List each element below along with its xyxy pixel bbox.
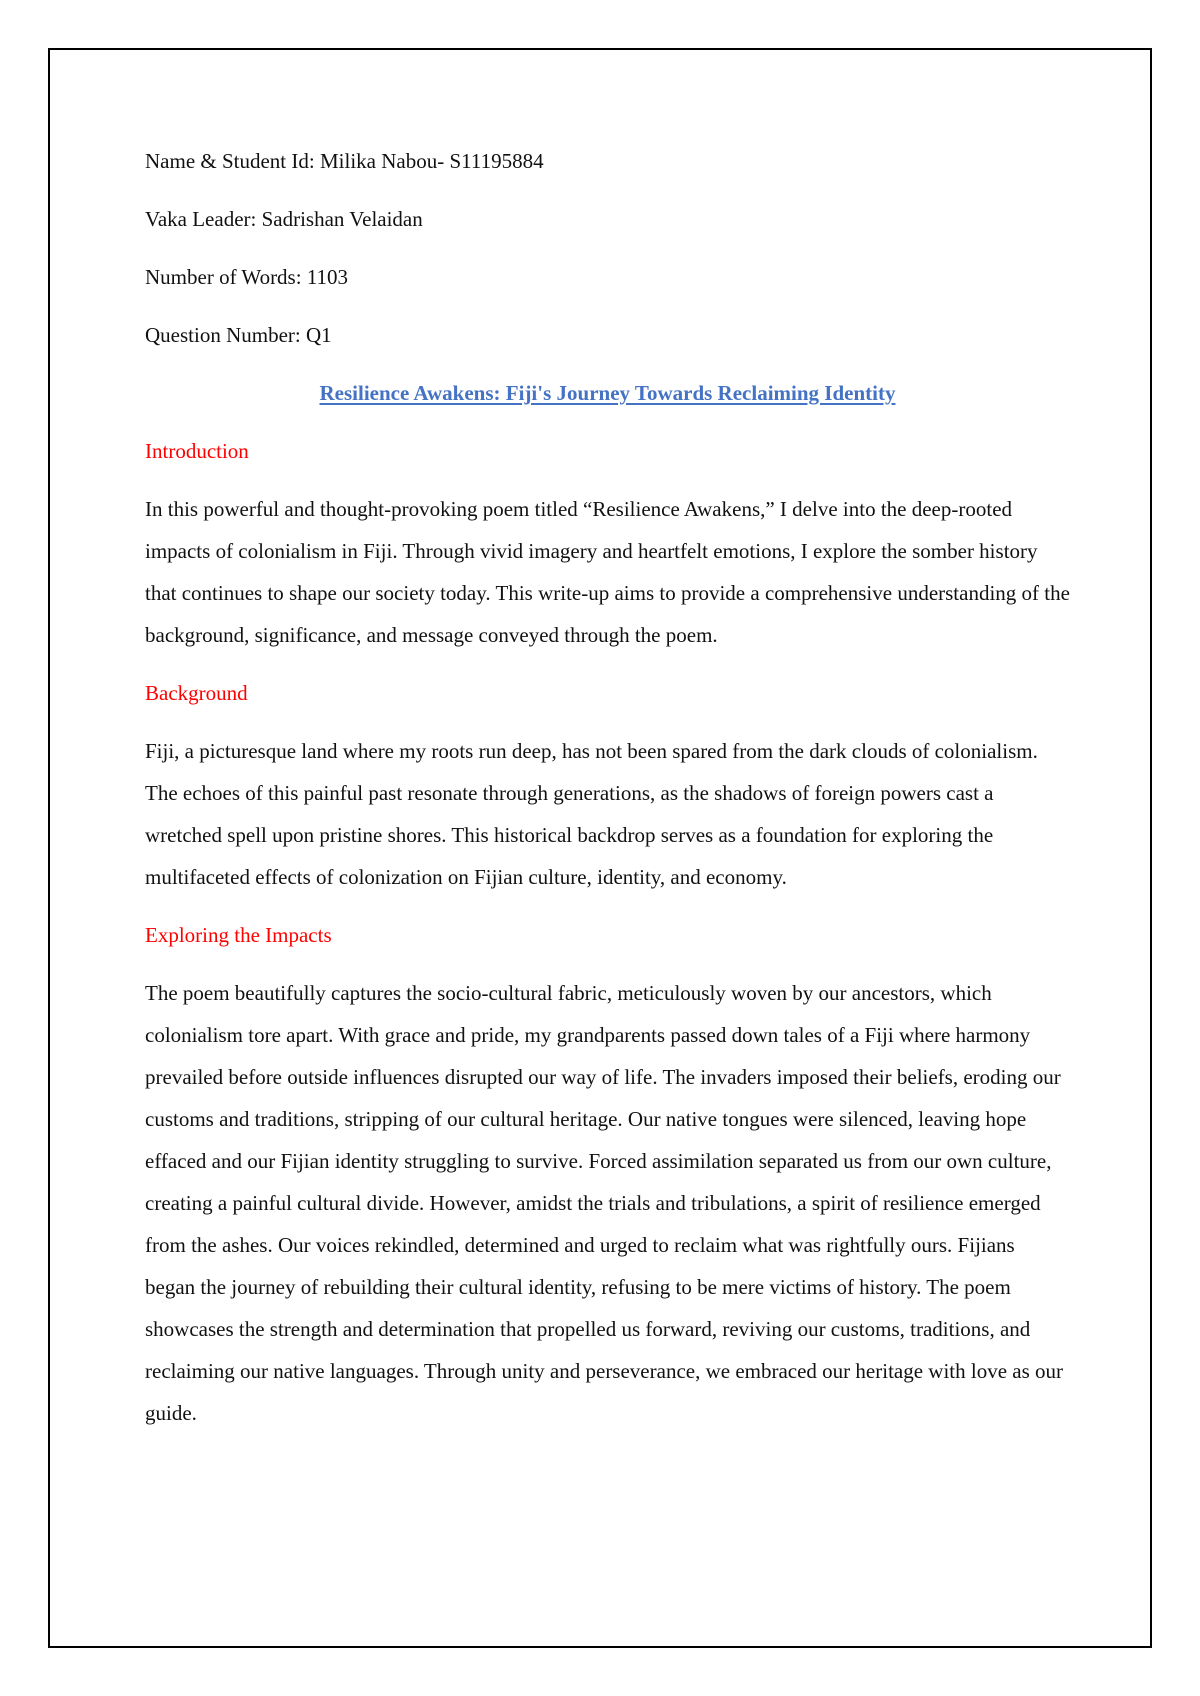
word-count-line: Number of Words: 1103: [145, 265, 349, 289]
section-heading-introduction: Introduction: [145, 439, 249, 463]
section-body-background: Fiji, a picturesque land where my roots run deep, has not been spared from the dark clouds of colonialism. The echoes of this painful past resonate through generations, as the shadows of foreign powers cast a wretched spell upon pristine shores. This historical backdrop serves as a foundation for exploring the multifaceted effects of colonization on Fijian culture, identity, and economy.: [145, 739, 1038, 889]
section-body-exploring-impacts: The poem beautifully captures the socio-cultural fabric, meticulously woven by our ancestors, which colonialism tore apart. With grace and pride, my grandparents passed down tales of a Fiji where harmony prevailed before outside influences disrupted our way of life. The invaders imposed their beliefs, eroding our customs and traditions, stripping of our cultural heritage. Our native tongues were silenced, leaving hope effaced and our Fijian identity struggling to survive. Forced assimilation separated us from our own culture, creating a painful cultural divide. However, amidst the trials and tribulations, a spirit of resilience emerged from the ashes. Our voices rekindled, determined and urged to reclaim what was rightfully ours. Fijians began the journey of rebuilding their cultural identity, refusing to be mere victims of history. The poem showcases the strength and determination that propelled us forward, reviving our customs, traditions, and reclaiming our native languages. Through unity and perseverance, we embraced our heritage with love as our guide.: [145, 981, 1064, 1425]
section-heading-background: Background: [145, 681, 248, 705]
section-heading-exploring-impacts: Exploring the Impacts: [145, 923, 332, 947]
question-number-line: Question Number: Q1: [145, 323, 332, 347]
document-title: Resilience Awakens: Fiji's Journey Towards Reclaiming Identity: [319, 381, 896, 405]
section-body-introduction: In this powerful and thought-provoking poem titled “Resilience Awakens,” I delve into the deep-rooted impacts of colonialism in Fiji. Through vivid imagery and heartfelt emotions, I explore the somber history that continues to shape our society today. This write-up aims to provide a comprehensive understanding of the background, significance, and message conveyed through the poem.: [145, 497, 1070, 647]
document-body: [145, 140, 1070, 1450]
vaka-leader-line: Vaka Leader: Sadrishan Velaidan: [145, 207, 423, 231]
student-name-line: Name & Student Id: Milika Nabou- S11195884: [145, 149, 544, 173]
